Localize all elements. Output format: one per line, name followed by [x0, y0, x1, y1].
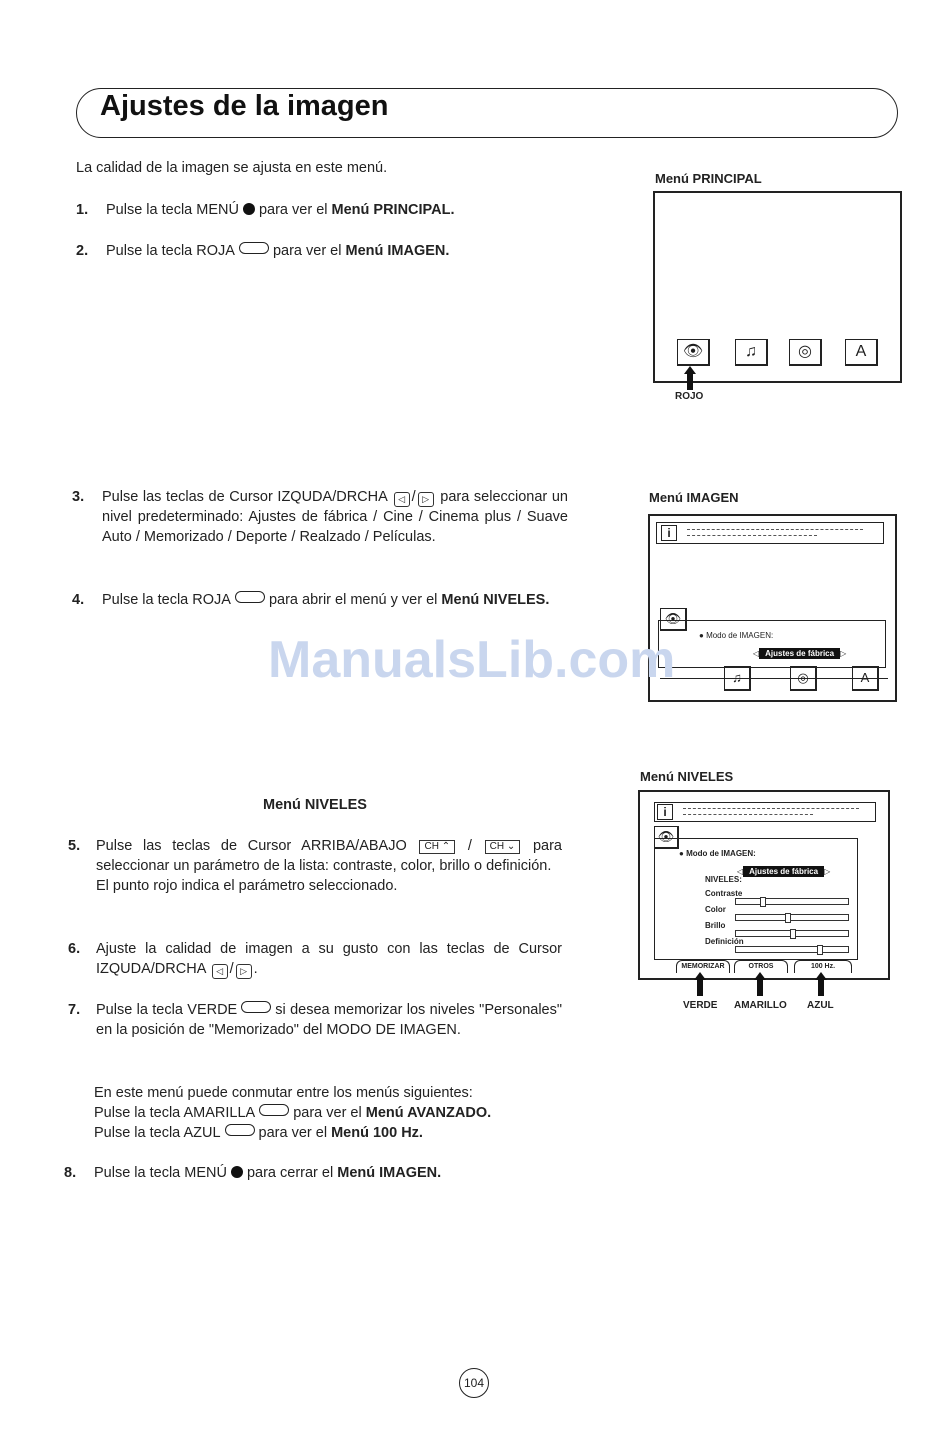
pointer-arrow-stem	[687, 372, 693, 390]
page-number: 104	[459, 1368, 489, 1398]
step-text: para seleccionar un nivel predeterminado: Ajustes de fábrica / Cine / Cinema plus / Suave Auto / Memorizado / Deporte / Realzado / Películas.	[102, 489, 568, 545]
mode-value: Ajustes de fábrica	[759, 648, 840, 659]
switch-note-line: Pulse la tecla AMARILLA para ver el Menú AVANZADO.	[94, 1105, 492, 1121]
other-button[interactable]: OTROS	[734, 960, 788, 973]
settings-globe-icon: ◎	[789, 339, 822, 366]
cursor-left-icon: ◁	[212, 964, 228, 979]
mode-value: Ajustes de fábrica	[743, 866, 824, 877]
step-text: Pulse la tecla VERDE	[96, 1002, 238, 1018]
info-icon: i	[661, 525, 677, 541]
key-color-label: VERDE	[683, 1000, 718, 1011]
intro-text: La calidad de la imagen se ajusta en este menú.	[76, 160, 388, 176]
step-4	[72, 590, 568, 632]
step-bold: Menú NIVELES.	[441, 592, 550, 608]
red-key-icon	[235, 591, 265, 603]
level-slider-knob[interactable]	[760, 897, 766, 907]
settings-globe-icon: ◎	[790, 666, 817, 691]
step-3: 3. Pulse las teclas de Cursor IZQUDA/DRCHA ◁ / ▷ para seleccionar un nivel predeterminado: Ajustes de fábrica / Cine / Cinema plus / Suave Auto / Memorizado / Deporte / Realzado / Películas.	[72, 489, 568, 545]
step-number: 7.	[68, 1002, 81, 1018]
step-bold: Menú PRINCIPAL.	[331, 202, 455, 218]
info-dashes	[687, 535, 817, 536]
level-param-label: Contraste	[705, 889, 743, 898]
level-slider[interactable]	[735, 898, 849, 905]
watermark: ManualsLib.com	[268, 631, 676, 689]
key-color-label: AMARILLO	[734, 1000, 787, 1011]
step-number: 2.	[76, 243, 89, 259]
level-param-label: Definición	[705, 937, 744, 946]
figure-caption: Menú IMAGEN	[649, 490, 739, 505]
switch-note	[94, 1083, 564, 1143]
100hz-button[interactable]: 100 Hz.	[794, 960, 852, 973]
level-param-label: Color	[705, 905, 726, 914]
step-text: para ver el	[272, 243, 342, 259]
step-text: Pulse la tecla MENÚ	[106, 202, 239, 218]
eye-icon: 👁	[660, 608, 687, 631]
mode-label: ● Modo de IMAGEN:	[679, 849, 756, 858]
step-text: para ver el	[258, 202, 328, 218]
page-title: Ajustes de la imagen	[100, 90, 389, 122]
blue-key-icon	[225, 1124, 255, 1136]
pointer-arrow-stem	[818, 978, 824, 996]
eye-icon: 👁	[677, 339, 710, 366]
level-slider-knob[interactable]	[785, 913, 791, 923]
ch-down-key-icon: CH ⌄	[485, 840, 521, 854]
info-dashes	[683, 808, 859, 809]
step-text: Pulse la tecla ROJA	[106, 243, 235, 259]
step-text: si desea memorizar los niveles "Personales" en la posición de "Memorizado" del MODO DE IMAGEN.	[96, 1002, 563, 1038]
music-note-icon: ♫	[735, 339, 768, 366]
step-text: Pulse la tecla ROJA	[102, 592, 231, 608]
image-menu-screen	[648, 514, 897, 702]
step-text: para abrir el menú y ver el	[268, 592, 438, 608]
mode-label: ● Modo de IMAGEN:	[699, 631, 774, 640]
step-number: 6.	[68, 941, 81, 957]
level-slider-knob[interactable]	[790, 929, 796, 939]
figure-caption: Menú NIVELES	[640, 769, 734, 784]
level-slider-knob[interactable]	[817, 945, 823, 955]
eye-icon: 👁	[654, 826, 679, 849]
step-6: 6. Ajuste la calidad de imagen a su gusto con las teclas de Cursor IZQUDA/DRCHA ◁ / ▷ .	[68, 941, 562, 977]
info-dashes	[687, 529, 863, 530]
step-7	[68, 1000, 564, 1062]
switch-note-line: En este menú puede conmutar entre los menús siguientes:	[94, 1085, 473, 1101]
pointer-arrow-stem	[697, 978, 703, 996]
mode-selector: ◁ Ajustes de fábrica ▷	[737, 867, 831, 876]
cursor-right-icon: ▷	[418, 492, 434, 507]
step-5: 5. Pulse las teclas de Cursor ARRIBA/ABAJO CH ⌃ / CH ⌄ para seleccionar un parámetro de la lista: contraste, color, brillo o definición. El punto rojo indica el parámetro seleccionado.	[68, 838, 562, 894]
step-number: 4.	[72, 592, 85, 608]
red-key-icon	[239, 242, 269, 254]
step-number: 8.	[64, 1165, 77, 1181]
switch-note-line: Pulse la tecla AZUL para ver el Menú 100 Hz.	[94, 1125, 423, 1141]
levels-panel	[654, 838, 858, 960]
step-text: para cerrar el	[246, 1165, 334, 1181]
figure-caption: Menú PRINCIPAL	[655, 171, 762, 186]
step-text: El punto rojo indica el parámetro seleccionado.	[96, 878, 398, 894]
info-bar	[654, 802, 876, 822]
step-number: 5.	[68, 838, 81, 854]
level-slider[interactable]	[735, 914, 849, 921]
section-subheading: Menú NIVELES	[263, 797, 367, 813]
step-bold: Menú IMAGEN.	[337, 1165, 442, 1181]
info-bar	[656, 522, 884, 544]
main-menu-screen	[653, 191, 902, 383]
levels-label: NIVELES:	[705, 875, 742, 884]
step-text: Pulse las teclas de Cursor IZQUDA/DRCHA	[102, 489, 387, 505]
step-text: para seleccionar un parámetro de la lista: contraste, color, brillo o definición.	[96, 838, 562, 874]
level-slider[interactable]	[735, 930, 849, 937]
menu-button-icon	[231, 1166, 243, 1178]
cursor-right-icon: ▷	[236, 964, 252, 979]
info-icon: i	[657, 804, 673, 820]
levels-menu-screen	[638, 790, 890, 980]
pointer-arrow-stem	[757, 978, 763, 996]
level-param-label: Brillo	[705, 921, 726, 930]
step-bold: Menú IMAGEN.	[345, 243, 450, 259]
mode-selector: ◁ Ajustes de fábrica ▷	[753, 649, 847, 658]
level-slider[interactable]	[735, 946, 849, 953]
key-color-label: AZUL	[807, 1000, 834, 1011]
step-text: Ajuste la calidad de imagen a su gusto con las teclas de Cursor IZQUDA/DRCHA	[96, 941, 562, 977]
yellow-key-icon	[259, 1104, 289, 1116]
menu-button-icon	[243, 203, 255, 215]
cursor-left-icon: ◁	[394, 492, 410, 507]
step-text: Pulse las teclas de Cursor ARRIBA/ABAJO	[96, 838, 407, 854]
text-a-icon: A	[852, 666, 879, 691]
info-dashes	[683, 814, 813, 815]
step-text: Pulse la tecla MENÚ	[94, 1165, 227, 1181]
text-a-icon: A	[845, 339, 878, 366]
key-color-label: ROJO	[675, 391, 704, 402]
step-number: 3.	[72, 489, 85, 505]
step-number: 1.	[76, 202, 89, 218]
green-key-icon	[241, 1001, 271, 1013]
mode-panel	[658, 620, 886, 668]
memorize-button[interactable]: MEMORIZAR	[676, 960, 730, 973]
music-note-icon: ♫	[724, 666, 751, 691]
ch-up-key-icon: CH ⌃	[419, 840, 455, 854]
